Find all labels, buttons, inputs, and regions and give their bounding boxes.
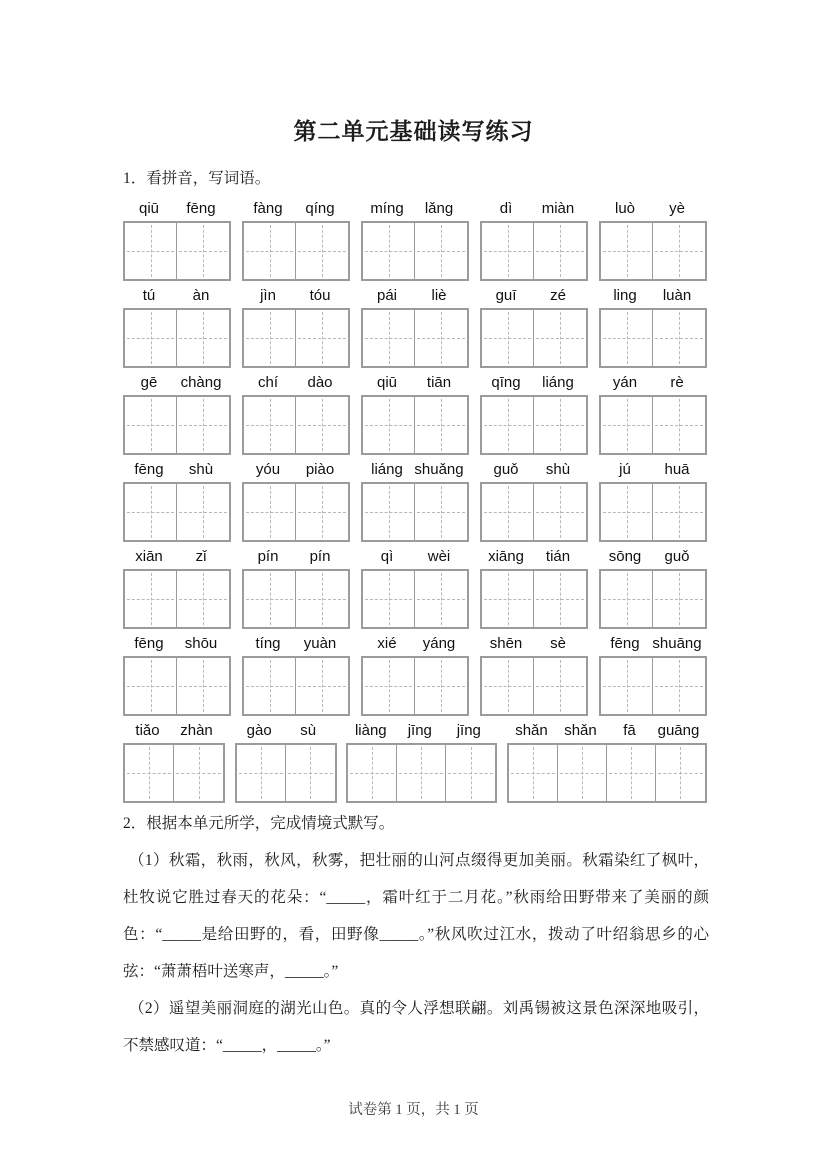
pinyin-label-line (361, 459, 469, 479)
pinyin-label-line (480, 198, 588, 218)
pinyin-syllable: luàn (662, 287, 692, 304)
writing-grid-box (415, 484, 467, 540)
writing-grid-box (482, 397, 534, 453)
pinyin-label-line (599, 372, 707, 392)
pinyin-syllable: àn (192, 287, 210, 304)
pinyin-syllable: guāng (657, 722, 700, 739)
writing-grid-box (125, 658, 177, 714)
pinyin-syllable: sè (550, 635, 566, 652)
pinyin-syllable: tiǎo (135, 722, 160, 739)
pinyin-label-line (242, 372, 350, 392)
pinyin-syllable: luò (614, 200, 636, 217)
pinyin-syllable: yuàn (303, 635, 337, 652)
writing-grid-box (244, 223, 296, 279)
pinyin-label-line (599, 198, 707, 218)
writing-grid-group (599, 569, 707, 629)
writing-grid-box (509, 745, 558, 801)
writing-grid-box (558, 745, 607, 801)
pinyin-row (123, 633, 707, 716)
pinyin-label-line (599, 546, 707, 566)
writing-grid-box (601, 310, 653, 366)
writing-grid-box (296, 223, 348, 279)
writing-grid-group (123, 656, 231, 716)
pinyin-syllable: pín (309, 548, 331, 565)
writing-grid-box (415, 310, 467, 366)
dictation-paragraph: （1）秋霜，秋雨，秋风，秋雾，把壮丽的山河点缀得更加美丽。秋霜染红了枫叶，杜牧说它胜过春天的花朵：“_____，霜叶红于二月花。”秋雨给田野带来了美丽的颜色：“_____是给田野的，看，田野像_____。”秋风吹过江水，拨动了叶绍翁思乡的心弦：“萧萧梧叶送寒声，_____。” (123, 852, 709, 980)
writing-grid-box (348, 745, 397, 801)
writing-grid-group (599, 221, 707, 281)
pinyin-syllable: liàng (354, 722, 387, 739)
pinyin-label-line (123, 372, 231, 392)
writing-grid-group (123, 395, 231, 455)
pinyin-word-group (242, 633, 350, 716)
pinyin-label-line (123, 546, 231, 566)
pinyin-row (123, 372, 707, 455)
pinyin-word-group (242, 546, 350, 629)
writing-grid-group (480, 656, 588, 716)
writing-grid-box (296, 484, 348, 540)
writing-grid-box (601, 571, 653, 627)
pinyin-word-group (599, 633, 707, 716)
pinyin-syllable: tiān (426, 374, 452, 391)
writing-grid-box (125, 223, 177, 279)
pinyin-label-line (480, 285, 588, 305)
pinyin-row (123, 198, 707, 281)
pinyin-word-group (361, 546, 469, 629)
pinyin-syllable: chàng (180, 374, 222, 391)
pinyin-word-group (123, 546, 231, 629)
writing-grid-group (123, 308, 231, 368)
writing-grid-group (480, 395, 588, 455)
writing-grid-group (361, 221, 469, 281)
pinyin-syllable: fēng (134, 461, 164, 478)
pinyin-syllable: rè (670, 374, 684, 391)
pinyin-word-group (361, 459, 469, 542)
pinyin-word-group (507, 720, 707, 803)
pinyin-word-group (123, 633, 231, 716)
pinyin-syllable: piào (305, 461, 335, 478)
pinyin-word-group (346, 720, 497, 803)
pinyin-syllable: shǎn (564, 722, 597, 739)
pinyin-word-group (599, 459, 707, 542)
pinyin-label-line (507, 720, 707, 740)
pinyin-syllable: qì (380, 548, 394, 565)
pinyin-syllable: zé (550, 287, 566, 304)
pinyin-word-group (361, 633, 469, 716)
pinyin-syllable: miàn (541, 200, 575, 217)
pinyin-label-line (361, 633, 469, 653)
pinyin-syllable: lǎng (424, 200, 454, 217)
question-1-heading: 1．看拼音，写词语。 (123, 170, 271, 187)
writing-grid-box (653, 571, 705, 627)
pinyin-word-group (242, 285, 350, 368)
writing-grid-box (397, 745, 446, 801)
writing-grid-group (480, 569, 588, 629)
pinyin-word-group (235, 720, 337, 803)
pinyin-word-group (599, 198, 707, 281)
writing-grid-box (607, 745, 656, 801)
writing-grid-box (363, 310, 415, 366)
pinyin-row (123, 459, 707, 542)
writing-grid-box (653, 223, 705, 279)
pinyin-row (123, 285, 707, 368)
pinyin-word-group (480, 372, 588, 455)
pinyin-label-line (123, 198, 231, 218)
writing-grid-box (244, 484, 296, 540)
pinyin-syllable: yóu (255, 461, 281, 478)
writing-grid-group (123, 221, 231, 281)
page-title: 第二单元基础读写练习 (293, 119, 534, 144)
writing-grid-box (534, 310, 586, 366)
pinyin-label-line (242, 198, 350, 218)
writing-grid-box (174, 745, 223, 801)
question-2-heading: 2．根据本单元所学，完成情境式默写。 (123, 815, 395, 832)
pinyin-syllable: jú (619, 461, 631, 478)
pinyin-word-group (599, 546, 707, 629)
writing-grid-box (446, 745, 495, 801)
writing-grid-group (242, 395, 350, 455)
pinyin-word-group (361, 285, 469, 368)
writing-grid-group (361, 569, 469, 629)
writing-grid-box (415, 223, 467, 279)
pinyin-syllable: liáng (542, 374, 574, 391)
writing-grid-box (177, 223, 229, 279)
pinyin-word-group (242, 198, 350, 281)
pinyin-syllable: xié (377, 635, 397, 652)
pinyin-label-line (235, 720, 337, 740)
writing-grid-box (601, 658, 653, 714)
pinyin-syllable: gào (246, 722, 272, 739)
pinyin-label-line (242, 285, 350, 305)
writing-grid-box (653, 658, 705, 714)
writing-grid-box (653, 484, 705, 540)
writing-grid-group (123, 569, 231, 629)
writing-grid-group (480, 221, 588, 281)
pinyin-label-line (123, 720, 225, 740)
writing-grid-box (415, 658, 467, 714)
pinyin-syllable: wèi (427, 548, 451, 565)
pinyin-word-group (242, 459, 350, 542)
writing-grid-box (244, 658, 296, 714)
pinyin-label-line (346, 720, 497, 740)
pinyin-word-group (480, 633, 588, 716)
pinyin-label-line (361, 198, 469, 218)
pinyin-word-group (599, 285, 707, 368)
pinyin-word-group (480, 198, 588, 281)
writing-grid-box (363, 658, 415, 714)
pinyin-label-line (242, 546, 350, 566)
pinyin-label-line (242, 633, 350, 653)
pinyin-syllable: xiān (135, 548, 163, 565)
pinyin-syllable: míng (370, 200, 404, 217)
writing-grid-group (361, 656, 469, 716)
writing-grid-group (599, 395, 707, 455)
pinyin-syllable: fā (623, 722, 636, 739)
pinyin-label-line (480, 372, 588, 392)
writing-grid-box (296, 397, 348, 453)
pinyin-grid-section (123, 198, 707, 807)
pinyin-word-group (123, 372, 231, 455)
writing-grid-box (653, 310, 705, 366)
writing-grid-group (235, 743, 337, 803)
writing-grid-box (415, 571, 467, 627)
pinyin-syllable: chí (257, 374, 278, 391)
pinyin-syllable: yáng (422, 635, 456, 652)
pinyin-syllable: shuǎng (414, 461, 464, 478)
writing-grid-box (286, 745, 335, 801)
pinyin-syllable: ling (613, 287, 637, 304)
pinyin-syllable: tóu (309, 287, 331, 304)
writing-grid-group (242, 656, 350, 716)
writing-grid-box (656, 745, 705, 801)
writing-grid-group (480, 308, 588, 368)
pinyin-label-line (242, 459, 350, 479)
writing-grid-box (244, 571, 296, 627)
pinyin-word-group (123, 285, 231, 368)
writing-grid-box (482, 310, 534, 366)
pinyin-word-group (123, 198, 231, 281)
pinyin-syllable: xiāng (488, 548, 524, 565)
pinyin-word-group (361, 372, 469, 455)
pinyin-label-line (123, 285, 231, 305)
writing-grid-group (242, 308, 350, 368)
writing-grid-box (482, 223, 534, 279)
pinyin-syllable: yè (669, 200, 685, 217)
writing-grid-group (242, 482, 350, 542)
pinyin-syllable: tíng (255, 635, 281, 652)
writing-grid-box (125, 745, 174, 801)
pinyin-syllable: shōu (184, 635, 218, 652)
writing-grid-box (177, 484, 229, 540)
pinyin-syllable: shù (545, 461, 571, 478)
pinyin-syllable: pái (376, 287, 398, 304)
writing-grid-group (507, 743, 707, 803)
pinyin-label-line (361, 372, 469, 392)
pinyin-row (123, 720, 707, 803)
pinyin-syllable: guī (495, 287, 517, 304)
pinyin-syllable: shǎn (515, 722, 548, 739)
writing-grid-group (361, 482, 469, 542)
writing-grid-box (534, 223, 586, 279)
writing-grid-box (177, 397, 229, 453)
writing-grid-group (123, 482, 231, 542)
pinyin-syllable: dào (307, 374, 333, 391)
writing-grid-box (363, 484, 415, 540)
pinyin-syllable: qīng (491, 374, 521, 391)
pinyin-syllable: fàng (253, 200, 283, 217)
pinyin-syllable: shuāng (652, 635, 702, 652)
pinyin-label-line (599, 459, 707, 479)
pinyin-syllable: huā (664, 461, 690, 478)
writing-grid-box (415, 397, 467, 453)
writing-grid-box (601, 397, 653, 453)
writing-grid-box (601, 223, 653, 279)
pinyin-syllable: jīng (456, 722, 481, 739)
pinyin-label-line (123, 459, 231, 479)
pinyin-syllable: tú (142, 287, 156, 304)
pinyin-syllable: liáng (371, 461, 403, 478)
writing-grid-group (242, 569, 350, 629)
pinyin-word-group (480, 459, 588, 542)
pinyin-syllable: dì (499, 200, 513, 217)
pinyin-word-group (361, 198, 469, 281)
pinyin-label-line (480, 633, 588, 653)
pinyin-syllable: gē (140, 374, 158, 391)
pinyin-syllable: qiū (376, 374, 398, 391)
writing-grid-group (361, 308, 469, 368)
writing-grid-box (125, 310, 177, 366)
pinyin-syllable: qiū (138, 200, 160, 217)
pinyin-syllable: yán (612, 374, 638, 391)
writing-grid-group (361, 395, 469, 455)
pinyin-word-group (123, 459, 231, 542)
pinyin-label-line (123, 633, 231, 653)
writing-grid-box (125, 397, 177, 453)
writing-grid-box (125, 484, 177, 540)
writing-grid-box (534, 571, 586, 627)
pinyin-label-line (361, 546, 469, 566)
writing-grid-box (482, 571, 534, 627)
writing-grid-group (123, 743, 225, 803)
pinyin-syllable: shù (188, 461, 214, 478)
writing-grid-group (599, 656, 707, 716)
dictation-paragraph: （2）遥望美丽洞庭的湖光山色。真的令人浮想联翩。刘禹锡被这景色深深地吸引，不禁感叹道：“_____，_____。” (123, 1000, 709, 1054)
pinyin-word-group (599, 372, 707, 455)
writing-grid-group (346, 743, 497, 803)
writing-grid-box (177, 310, 229, 366)
pinyin-syllable: jìn (260, 287, 276, 304)
pinyin-syllable: shēn (489, 635, 523, 652)
pinyin-syllable: tián (545, 548, 571, 565)
pinyin-label-line (480, 546, 588, 566)
writing-grid-box (363, 571, 415, 627)
pinyin-label-line (480, 459, 588, 479)
pinyin-syllable: fēng (134, 635, 164, 652)
writing-grid-box (237, 745, 286, 801)
pinyin-syllable: zhàn (180, 722, 213, 739)
writing-grid-box (296, 310, 348, 366)
pinyin-syllable: liè (431, 287, 447, 304)
writing-grid-group (480, 482, 588, 542)
writing-grid-box (244, 310, 296, 366)
pinyin-syllable: guǒ (664, 548, 690, 565)
writing-grid-box (363, 397, 415, 453)
pinyin-syllable: pín (257, 548, 279, 565)
pinyin-syllable: qíng (305, 200, 335, 217)
pinyin-word-group (123, 720, 225, 803)
writing-grid-box (534, 397, 586, 453)
writing-grid-box (482, 658, 534, 714)
writing-grid-group (599, 482, 707, 542)
pinyin-syllable: sōng (608, 548, 642, 565)
writing-grid-group (599, 308, 707, 368)
pinyin-syllable: jīng (407, 722, 432, 739)
pinyin-label-line (599, 633, 707, 653)
writing-grid-box (177, 571, 229, 627)
writing-grid-box (244, 397, 296, 453)
pinyin-row (123, 546, 707, 629)
pinyin-syllable: zǐ (195, 548, 207, 565)
pinyin-syllable: fēng (186, 200, 216, 217)
pinyin-label-line (599, 285, 707, 305)
writing-grid-box (601, 484, 653, 540)
writing-grid-box (296, 658, 348, 714)
writing-grid-box (363, 223, 415, 279)
pinyin-syllable: guǒ (493, 461, 519, 478)
writing-grid-box (296, 571, 348, 627)
page-footer: 试卷第 1 页，共 1 页 (348, 1102, 479, 1118)
question-2-section (123, 805, 709, 1064)
writing-grid-group (242, 221, 350, 281)
writing-grid-box (125, 571, 177, 627)
pinyin-syllable: sù (300, 722, 317, 739)
writing-grid-box (653, 397, 705, 453)
writing-grid-box (482, 484, 534, 540)
pinyin-word-group (480, 546, 588, 629)
writing-grid-box (534, 484, 586, 540)
question-2-paragraphs (123, 842, 709, 1064)
pinyin-syllable: fēng (610, 635, 640, 652)
writing-grid-box (177, 658, 229, 714)
pinyin-label-line (361, 285, 469, 305)
pinyin-word-group (242, 372, 350, 455)
writing-grid-box (534, 658, 586, 714)
pinyin-word-group (480, 285, 588, 368)
